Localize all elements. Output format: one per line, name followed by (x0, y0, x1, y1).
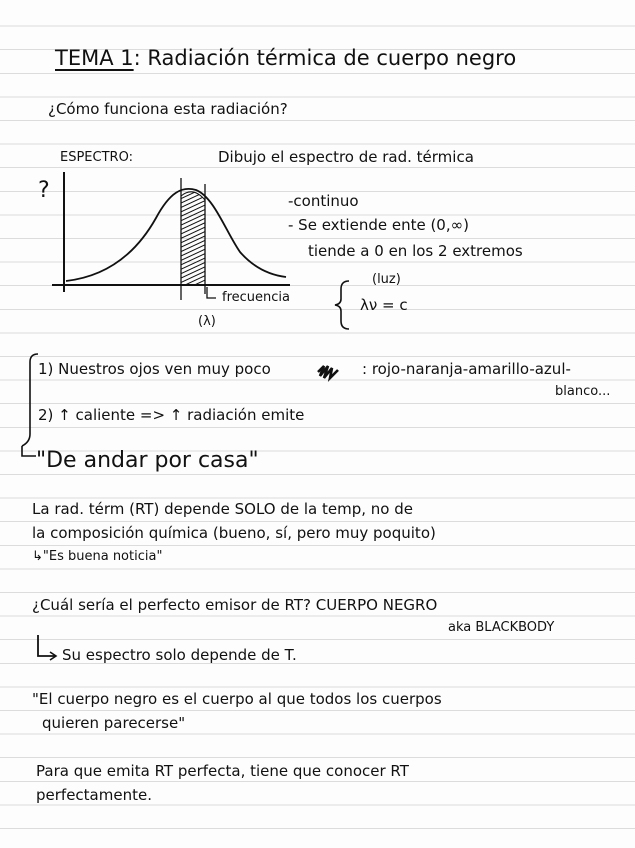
list-item-1-colors: : rojo-naranja-amarillo-azul- (362, 360, 571, 378)
list-item-1-continuation: blanco... (555, 384, 611, 399)
scribble-mark (318, 366, 338, 378)
quote-line-2: quieren parecerse" (42, 714, 186, 732)
closing-line-2: perfectamente. (36, 786, 152, 804)
x-axis-label: frecuencia (222, 290, 290, 305)
emitter-aka: aka BLACKBODY (448, 620, 555, 635)
spectrum-note-3: tiende a 0 en los 2 extremos (308, 242, 523, 260)
wave-formula: λν = c (360, 296, 408, 314)
spectrum-label: ESPECTRO: (60, 150, 133, 165)
spectrum-note-2: - Se extiende ente (0,∞) (288, 216, 469, 234)
frequency-arrow (207, 287, 216, 298)
spectrum-curve (66, 189, 286, 281)
title-topic: TEMA 1 (55, 46, 134, 70)
y-axis-mark: ? (38, 178, 50, 203)
emitter-question: ¿Cuál sería el perfecto emisor de RT? CUERPO NEGRO (32, 596, 438, 614)
closing-line-1: Para que emita RT perfecta, tiene que conocer RT (36, 762, 409, 780)
list-item-1: 1) Nuestros ojos ven muy poco (38, 360, 271, 378)
list-bracket (22, 354, 38, 446)
list-summary: "De andar por casa" (36, 448, 259, 473)
rt-line-2: la composición química (bueno, sí, pero muy poquito) (32, 524, 436, 542)
rt-line-1: La rad. térm (RT) depende SOLO de la temp, no de (32, 500, 413, 518)
intro-question: ¿Cómo funciona esta radiación? (48, 100, 288, 118)
visible-band-hatch (181, 192, 205, 285)
list-arrow (22, 446, 36, 456)
spectrum-caption: Dibujo el espectro de rad. térmica (218, 148, 474, 166)
title-subject: : Radiación térmica de cuerpo negro (133, 46, 517, 70)
quote-line-1: "El cuerpo negro es el cuerpo al que todos los cuerpos (32, 690, 442, 708)
rt-line-3: ↳"Es buena noticia" (32, 549, 163, 564)
list-item-2: 2) ↑ caliente => ↑ radiación emite (38, 406, 305, 424)
answer-arrow (38, 635, 56, 656)
curly-brace (335, 281, 349, 329)
lambda-mark: (λ) (198, 314, 216, 329)
light-label: (luz) (372, 272, 401, 287)
emitter-answer: Su espectro solo depende de T. (62, 646, 297, 664)
spectrum-note-1: -continuo (288, 192, 359, 210)
